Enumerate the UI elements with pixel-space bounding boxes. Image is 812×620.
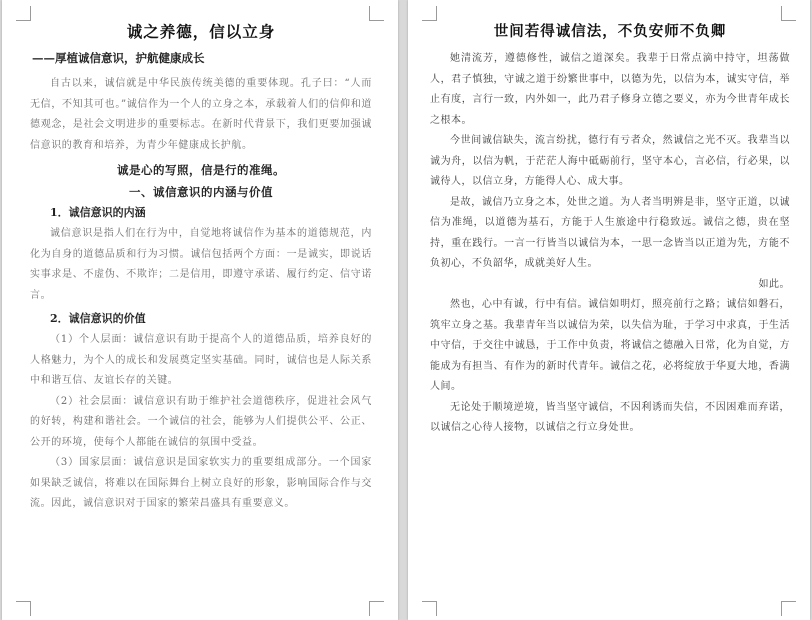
value-paragraph: （1）个人层面：诚信意识有助于提高个人的道德品质，培养良好的人格魅力，为个人的成长和发展奠定坚实基础。同时，诚信也是人际关系中和谐互信、友谊长存的关键。 bbox=[30, 334, 372, 386]
value-paragraph: （2）社会层面：诚信意识有助于维护社会道德秩序，促进社会风气的好转，构建和谐社会。一个诚信的社会，能够为人们提供公平、公正、公开的环境，使每个人都能在诚信的氛围中受益。 bbox=[30, 395, 372, 448]
body-paragraph: 今世间诚信缺失，流言纷扰，德行有亏者众，然诚信之光不灭。我辈当以诚为舟，以信为帆，于茫茫人海中砥砺前行，坚守本心，言必信，行必果，以诚待人，以信立身，方能得人心、成大事。 bbox=[430, 135, 790, 187]
value-paragraph: （3）国家层面：诚信意识是国家软实力的重要组成部分。一个国家如果缺乏诚信，将难以在国际舞台上树立良好的形象，影响国际合作与交流。因此，诚信意识对于国家的繁荣昌盛具有重要意义。 bbox=[30, 457, 372, 509]
paragraph-ending: 如此。 bbox=[758, 278, 790, 290]
page-corner-mark bbox=[781, 601, 796, 616]
page-corner-mark bbox=[16, 6, 31, 21]
intro-paragraph: 自古以来，诚信就是中华民族传统美德的重要体现。孔子曰：“人而无信，不知其可也。”诚信作为一个人的立身之本，承载着人们的信仰和道德观念，是社会文明进步的重要标志。在新时代背景下，我们更要加强诚信意识的教育和培养，为青少年健康成长护航。 bbox=[30, 78, 372, 151]
subsection-paragraph: 诚信意识是指人们在行为中，自觉地将诚信作为基本的道德规范，内化为自身的道德品质和行为习惯。诚信包括两个方面：一是诚实，即说话实事求是、不虚伪、不欺诈；二是信用，即遵守承诺、履行约定、信守诺言。 bbox=[30, 228, 372, 301]
page-corner-mark bbox=[16, 601, 31, 616]
body-paragraph: 然也，心中有诚，行中有信。诚信如明灯，照亮前行之路；诚信如磐石，筑牢立身之基。我辈青年当以诚信为荣，以失信为耻，于学习中求真，于生活中守信，于交往中诚恳，于工作中负责，将诚信之德融入日常，化为自觉，方能成为有担当、有作为的新时代青年。诚信之花，必将绽放于华夏大地，香满人间。 bbox=[430, 299, 790, 392]
body-paragraph bbox=[430, 193, 790, 296]
right-page-content bbox=[430, 14, 790, 439]
section-heading: 一、诚信意识的内涵与价值 bbox=[129, 185, 273, 199]
page-corner-mark bbox=[422, 601, 437, 616]
body-paragraph: 她清流芳，遵德修性，诚信之道深矣。我辈于日常点滴中持守，坦荡做人，君子慎独，守诚之道于纷繁世事中，以德为先，以信为本，诚实守信，举止有度，言行一致，内外如一，此乃君子修身立德之要义，亦为今世青年成长之根本。 bbox=[430, 53, 790, 126]
page-subtitle: ——厚植诚信意识，护航健康成长 bbox=[32, 51, 205, 65]
main-heading: 诚是心的写照，信是行的准绳。 bbox=[117, 163, 285, 177]
subsection-heading: 2．诚信意识的价值 bbox=[50, 312, 146, 325]
body-text: 是故，诚信乃立身之本，处世之道。为人者当明辨是非，坚守正道，以诚信为准绳，以道德为基石，方能于人生旅途中行稳致远。诚信之德，贵在坚持，重在践行。一言一行皆当以诚信为本，一思一念皆当以正道为先，方能不负初心，不负韶华，成就美好人生。 bbox=[430, 196, 790, 269]
document-page-left bbox=[2, 0, 398, 620]
page-title: 世间若得诚信法，不负安师不负卿 bbox=[493, 23, 727, 40]
document-page-right bbox=[408, 0, 810, 620]
subsection-heading: 1．诚信意识的内涵 bbox=[50, 206, 146, 219]
page-corner-mark bbox=[369, 601, 384, 616]
left-page-content bbox=[30, 14, 372, 515]
page-title: 诚之养德，信以立身 bbox=[126, 22, 276, 41]
body-paragraph: 无论处于顺境逆境，皆当坚守诚信，不因利诱而失信，不因困难而弃诺，以诚信之心待人接物，以诚信之行立身处世。 bbox=[430, 401, 790, 433]
